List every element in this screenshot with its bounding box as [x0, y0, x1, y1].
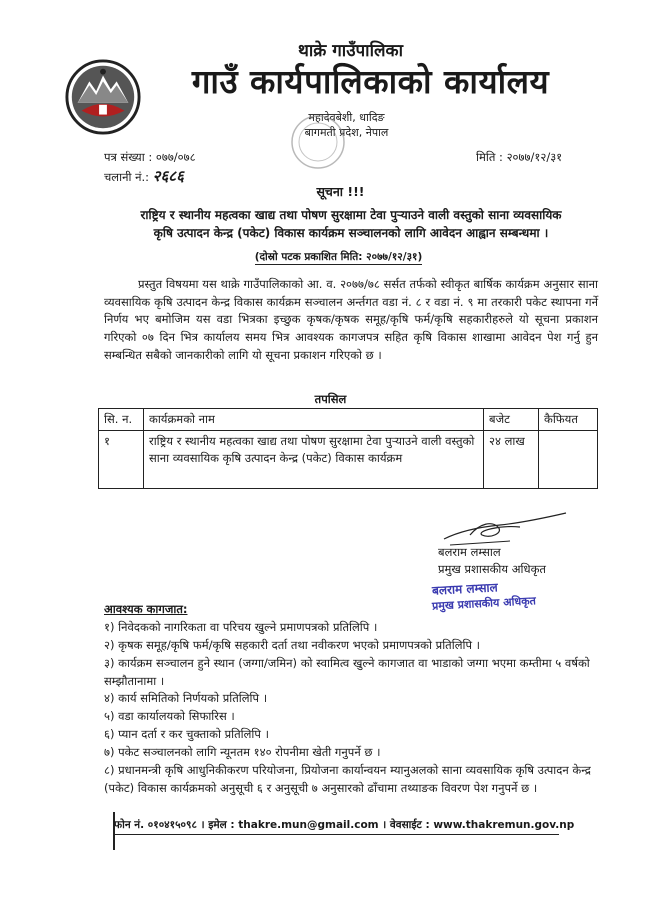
signatory-title: प्रमुख प्रशासकीय अधिकृत [438, 562, 546, 576]
notice-subject [104, 206, 598, 242]
requirements-heading: आवश्यक कागजात: [104, 602, 188, 616]
reference-number: पत्र संख्या : ०७७/०७८ [104, 150, 196, 164]
col-budget: बजेट [484, 409, 539, 431]
requirement-item: १) निवेदकको नागरिकता वा परिचय खुल्ने प्रमाणपत्रको प्रतिलिपि । [104, 620, 378, 634]
address-line-2: बागमती प्रदेश, नेपाल [304, 126, 389, 139]
requirement-item: ५) वडा कार्यालयको सिफारिस । [104, 709, 235, 723]
notice-body: प्रस्तुत विषयमा यस थाक्रे गाउँपालिकाको आ. व. २०७७/७८ सर्सत तर्फको स्वीकृत बार्षिक कार्यक्रम अनुसार साना व्यवसायिक कृषि उत्पादन केन्द्र विकास कार्यक्रम सञ्चालन अर्न्तगत वडा नं. ८ र वडा नं. ९ मा तरकारी पकेट स्थापना गर्ने निर्णय भए बमोजिम यस वडा भित्रका इच्छुक कृषक/कृषक समूह/कृषि फर्म/कृषि सहकारीहरुले यो सूचना प्रकाशन गरिएको ०७ दिन भित्र कार्यालय समय भित्र आवश्यक कागजपत्र सहित कृषि विकास शाखामा आवेदन पेश गर्नु हुन सम्बन्धित सबैको जानकारीको लागि यो सूचना प्रकाशन गरिएको छ । [104, 277, 598, 362]
table-row [99, 431, 598, 489]
row-remarks [539, 431, 598, 489]
signatory-name: बलराम लम्साल [438, 545, 501, 559]
program-table [98, 408, 598, 489]
col-program-name: कार्यक्रमको नाम [144, 409, 484, 431]
row-budget: २४ लाख [484, 431, 539, 489]
subject-line-2: कृषि उत्पादन केन्द्र (पकेट) विकास कार्यक्रम सञ्चालनको लागि आवेदन आह्वान सम्बन्धमा । [153, 226, 549, 240]
requirement-item: २) कृषक समूह/कृषि फर्म/कृषि सहकारी दर्ता तथा नवीकरण भएको प्रमाणपत्रको प्रतिलिपि । [104, 638, 481, 652]
requirement-item: ३) कार्यक्रम सञ्चालन हुने स्थान (जग्गा/जमिन) को स्वामित्व खुल्ने कागजात वा भाडाको जग्गा भएमा कम्तीमा ५ वर्षको सम्झौतानामा । [104, 656, 590, 688]
office-title: गाउँ कार्यपालिकाको कार्यालय [191, 62, 550, 101]
requirement-item: ६) प्यान दर्ता र कर चुक्ताको प्रतिलिपि । [104, 727, 269, 741]
footer-divider [113, 834, 559, 835]
row-sn: १ [99, 431, 144, 489]
signature-icon [440, 505, 570, 547]
address-line-1: महादेवबेशी, धादिङ [308, 111, 385, 124]
requirement-item: ४) कार्य समितिको निर्णयको प्रतिलिपि । [104, 691, 268, 705]
signature-seal [432, 581, 536, 611]
office-stamp-icon [288, 112, 354, 172]
table-title: तपसिल [314, 392, 347, 406]
published-date [0, 250, 661, 264]
seal-title: प्रमुख प्रशासकीय अधिकृत [431, 594, 537, 613]
published-date-text: (दोस्रो पटक प्रकाशित मिति: २०७७/१२/३१) [254, 251, 423, 263]
notice-heading: सूचना !!! [316, 184, 365, 199]
subject-line-1: राष्ट्रिय र स्थानीय महत्वका खाद्य तथा पोषण सुरक्षामा टेवा पुऱ्याउने वाली वस्तुको साना व्यवसायिक [140, 208, 562, 222]
requirement-item: ८) प्रधानमन्त्री कृषि आधुनिकीकरण परियोजना, प्रियोजना कार्यान्वयन म्यानुअलको साना व्यवसायिक कृषि उत्पादन केन्द्र (पकेट) विकास कार्यक्रमको अनुसूची ६ र अनुसूची ७ अनुसारको ढाँचामा तथ्याङक विवरण पेश गनुपर्ने छ । [104, 763, 591, 795]
requirement-item: ७) पकेट सञ्चालनको लागि न्यूनतम १४० रोपनीमा खेती गनुपर्ने छ । [104, 745, 381, 759]
col-remarks: कैफियत [539, 409, 598, 431]
seal-name: बलराम लम्साल [431, 580, 499, 598]
dispatch-value: २६८६ [152, 167, 184, 185]
notice-date: मिति : २०७७/१२/३१ [476, 150, 563, 164]
row-program-name: राष्ट्रिय र स्थानीय महत्वका खाद्य तथा पोषण सुरक्षामा टेवा पुऱ्याउने वाली वस्तुको साना व्यवसायिक कृषि उत्पादन केन्द्र (पकेट) विकास कार्यक्रम [144, 431, 484, 489]
footer-contact: फोन नं. ०१०४१५०९८ । इमेल : thakre.mun@gmail.com । वेवसाईट : www.thakremun.gov.np [114, 819, 575, 831]
dispatch-label: चलानी नं.: [104, 170, 150, 184]
municipality-name: थाक्रे गाउँपालिका [298, 41, 403, 61]
table-header-row [99, 409, 598, 431]
col-sn: सि. न. [99, 409, 144, 431]
